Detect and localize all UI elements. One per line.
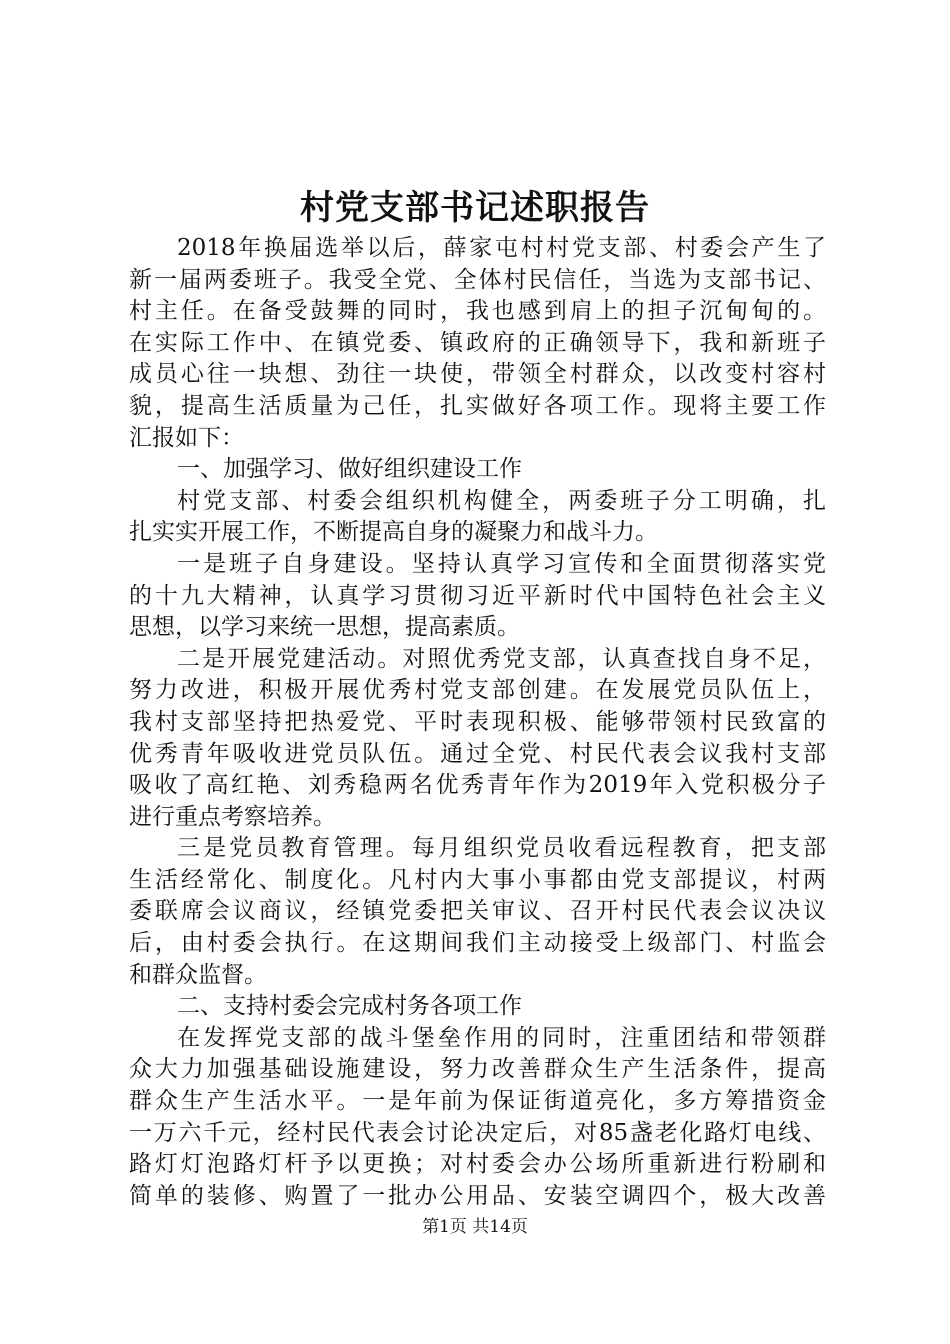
text-line: 成员心往一块想、劲往一块使，带领全村群众，以改变村容村 [129,361,826,388]
text-line: 我村支部坚持把热爱党、平时表现积极、能够带领村民致富的 [129,708,826,735]
text-line: 和群众监督。 [129,961,267,988]
text-line: 委联席会议商议，经镇党委把关审议、召开村民代表会议决议 [129,898,826,925]
text-line: 在实际工作中、在镇党委、镇政府的正确领导下，我和新班子 [129,329,826,356]
text-line: 后，由村委会执行。在这期间我们主动接受上级部门、村监会 [129,930,826,957]
document-title: 村党支部书记述职报告 [300,188,650,228]
text-line: 三是党员教育管理。每月组织党员收看远程教育，把支部 [177,835,826,862]
text-line: 2018年换届选举以后，薛家屯村村党支部、村委会产生了 [177,235,826,261]
text-line: 生活经常化、制度化。凡村内大事小事都由党支部提议，村两 [129,866,826,893]
text-line: 二、支持村委会完成村务各项工作 [177,993,522,1020]
text-line: 努力改进，积极开展优秀村党支部创建。在发展党员队伍上， [129,677,826,704]
text-line: 路灯灯泡路灯杆予以更换；对村委会办公场所重新进行粉刷和 [129,1151,826,1178]
text-line: 思想，以学习来统一思想，提高素质。 [129,614,520,641]
text-line: 简单的装修、购置了一批办公用品、安装空调四个，极大改善 [129,1182,826,1209]
text-line: 的十九大精神，认真学习贯彻习近平新时代中国特色社会主义 [129,582,826,609]
text-line: 新一届两委班子。我受全党、全体村民信任，当选为支部书记、 [129,266,826,293]
text-line: 群众生产生活水平。一是年前为保证街道亮化，多方筹措资金 [129,1088,826,1115]
text-line: 吸收了高红艳、刘秀稳两名优秀青年作为2019年入党积极分子 [129,772,826,799]
text-line: 一是班子自身建设。坚持认真学习宣传和全面贯彻落实党 [177,550,826,577]
text-line: 扎实实开展工作，不断提高自身的凝聚力和战斗力。 [129,519,658,546]
text-line: 村主任。在备受鼓舞的同时，我也感到肩上的担子沉甸甸的。 [129,298,826,325]
text-line: 貌，提高生活质量为己任，扎实做好各项工作。现将主要工作 [129,392,826,419]
text-line: 村党支部、村委会组织机构健全，两委班子分工明确，扎 [177,487,826,514]
page-footer: 第1页 共14页 [422,1217,528,1237]
document-body [129,233,826,1212]
text-line: 一、加强学习、做好组织建设工作 [177,456,522,483]
text-line: 二是开展党建活动。对照优秀党支部，认真查找自身不足， [177,645,826,672]
text-line: 众大力加强基础设施建设，努力改善群众生产生活条件，提高 [129,1056,826,1083]
text-line: 在发挥党支部的战斗堡垒作用的同时，注重团结和带领群 [177,1024,826,1051]
text-line: 进行重点考察培养。 [129,803,336,830]
text-line: 优秀青年吸收进党员队伍。通过全党、村民代表会议我村支部 [129,740,826,767]
text-line: 一万六千元，经村民代表会讨论决定后，对85盏老化路灯电线、 [129,1119,826,1146]
text-line: 汇报如下： [129,424,244,451]
